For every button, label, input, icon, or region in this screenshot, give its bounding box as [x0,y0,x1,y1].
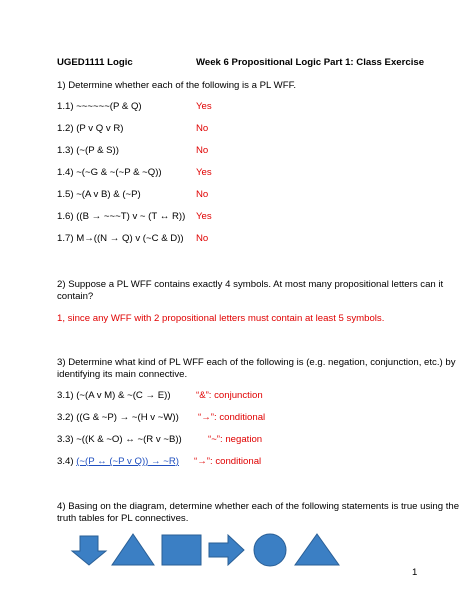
q1-item-answer: No [196,145,209,156]
q4-prompt-line1: 4) Basing on the diagram, determine whether each of the following statements is true using the [57,501,460,512]
q1-item-answer: No [196,189,209,200]
down-arrow-shape [72,536,106,565]
q4-prompt-line2: truth tables for PL connectives. [57,513,189,524]
q1-item-label: 1.5) ~(A v B) & (~P) [57,189,141,200]
q1-item-answer: No [196,233,209,244]
q3-item-label-prefix: 3.4) [57,456,77,467]
q2-answer: 1, since any WFF with 2 propositional letters must contain at least 5 symbols. [57,313,385,324]
q3-item-label: 3.2) ((G & ~P) → ~(H v ~W)) [57,412,179,423]
q3-item-label: 3.1) (~(A v M) & ~(C → E)) [57,390,171,401]
square-shape [162,535,201,565]
q1-item-label: 1.4) ~(~G & ~(~P & ~Q)) [57,167,162,178]
q3-prompt-line1: 3) Determine what kind of PL WFF each of the following is (e.g. negation, conjunction, etc.) by [57,357,456,368]
q2-prompt-line2: contain? [57,291,94,302]
q1-item-label: 1.2) (P v Q v R) [57,123,124,134]
circle-shape [254,534,286,566]
q1-item-answer: Yes [196,211,212,222]
q1-item-answer: No [196,123,209,134]
q1-item-label: 1.3) (~(P & S)) [57,145,119,156]
page-number: 1 [412,567,418,578]
triangle-shape [295,534,339,565]
page-title: Week 6 Propositional Logic Part 1: Class Exercise [196,57,425,68]
q3-item-label: 3.3) ~((K & ~O) ↔ ~(R v ~B)) [57,434,182,445]
q2-prompt-line1: 2) Suppose a PL WFF contains exactly 4 symbols. At most many propositional letters can it [57,279,444,290]
q1-item-label: 1.6) ((B → ~~~T) v ~ (T ↔ R)) [57,211,186,222]
q1-prompt: 1) Determine whether each of the following is a PL WFF. [57,80,297,91]
q3-prompt-line2: identifying its main connective. [57,369,188,380]
q3-item-answer: “&”: conjunction [196,390,263,401]
course-code: UGED1111 Logic [57,57,133,68]
q1-item-answer: Yes [196,101,212,112]
q3-item-answer: “→”: conditional [198,412,266,423]
q3-item-link[interactable]: (~(P ↔ (~P v Q)) → ~R) [76,456,179,467]
q1-item-answer: Yes [196,167,212,178]
q3-item-answer: “~”: negation [208,434,263,445]
right-arrow-shape [209,535,244,565]
triangle-shape [112,534,154,565]
q3-item-answer: “→”: conditional [194,456,262,467]
q1-item-label: 1.7) M→((N → Q) v (~C & D)) [57,233,184,244]
q1-item-label: 1.1) ~~~~~~(P & Q) [57,101,142,112]
